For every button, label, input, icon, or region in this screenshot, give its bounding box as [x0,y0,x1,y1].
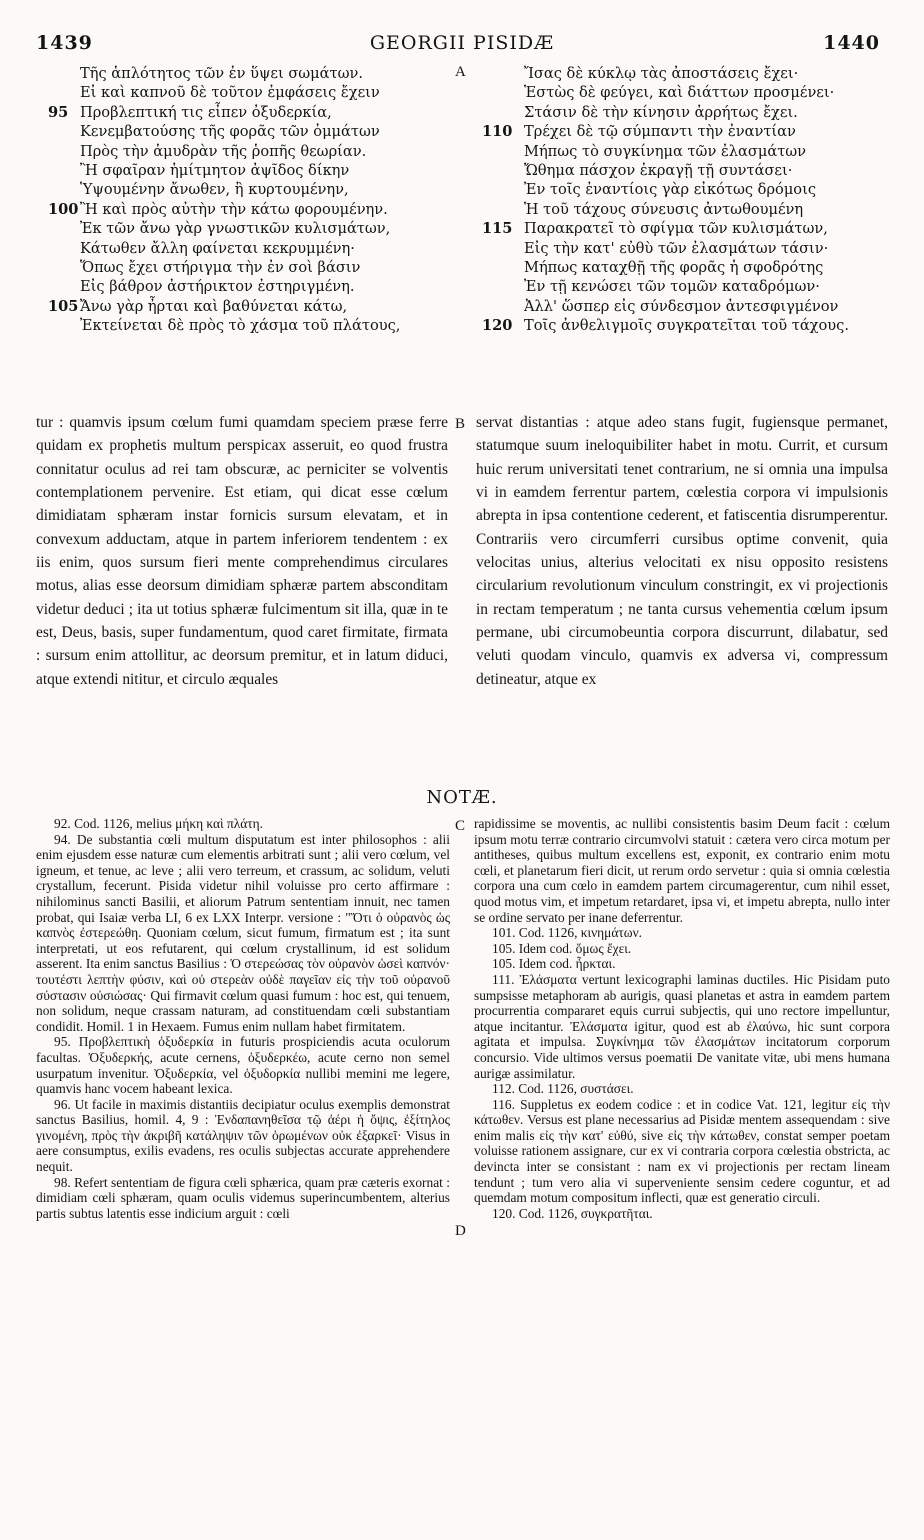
verse-number: 120 [482,317,513,335]
verse-line [482,219,904,238]
verse-number: 95 [48,103,69,121]
verse-text: Ἄνω γὰρ ἦρται καὶ βαθύνεται κάτω, [80,297,348,315]
note-paragraph: 105. Idem cod. ἦρκται. [492,956,616,972]
verse-text: Ἢ σφαῖραν ἡμίτμητον ἀψῖδος δίκην [80,161,350,179]
note-paragraph: 94. De substantia cœli multum disputatum est inter philosophos : alii enim ejusdem esse naturæ cum elementis arbitrati sunt ; alii vero cœlum, vel igneum, et tenue, ac leve ; alii vero terreum, et crassum, ac solidum, veluti crystallum, fecerunt. Pisida videtur nihil voluisse pro certo affirmare : nihilominus sancti Basilii, et aliorum Patrum sententiam innuit, nec tamen probat, qui Isaiæ verba LI, 6 ex LXX Interpr. versione : "Ὅτι ὁ οὐρανὸς ὡς καπνὸς ἐστερεώθη. Quoniam cœlum, sicut fumum, firmatum est ; ita sunt interpretati, ut eos refutarent, qui cœlum crystallinum, id est solidum asserent. Ita enim sanctus Basilius : Ὁ στερεώσας τὸν οὐρανὸν ὡσεὶ καπνόν· τουτέστι λεπτὴν φύσιν, καὶ οὐ στερεὰν οὐδὲ παγεῖαν εἰς τὴν τοῦ οὐρανοῦ σύστασιν οὐσιώσας· Qui firmavit cœlum quasi fumum : hoc est, qui tenuem, non solidum, neque crassam naturam, ad constituendam cœli substantiam condidit. Homil. 1 in Hexaem. Fumus enim nullam habet firmitatem. [36,831,450,1034]
verse-text: Ἑστὼς δὲ φεύγει, καὶ διάττων προσμένει· [524,84,835,102]
verse-text: Τρέχει δὲ τῷ σύμπαντι τὴν ἐναντίαν [524,123,796,141]
verse-line [524,258,904,277]
verse-text: Ἐν τῇ κενώσει τῶν τομῶν καταδρόμων· [524,278,820,296]
verse-text: Ὤθημα πάσχον ἐκραγῇ τῇ συντάσει· [524,161,793,179]
note-paragraph: 96. Ut facile in maximis distantiis decipiatur oculus exemplis demonstrat sanctus Basilius, homil. 4, 9 : Ἐνδαπανηθεῖσα τῷ ἀέρι ἡ ὄψις, ἐξίτηλος γινομένη, πρὸς τὴν ἀκριβῆ κατάληψιν τῶν ὁρωμένων οὐκ ἐξαρκεῖ· Visus in aere consumptus, exilis evadens, res oculis subjectas accurate apprehendere nequit. [36,1096,450,1175]
verse-line [80,180,460,199]
note-paragraph: rapidissime se moventis, ac nullibi consistentis basim Deum facit : cœlum ipsum motu terræ contrario circumvolvi statuit : cætera vero circa motum per antitheses, quibus multum excellens est, exponit, ex contrario enim motu cœli, et planetarum fieri dicit, ut rerum ordo servetur : quia si omnia cœlestia corpora una cum cœlo in eamdem partem circumagerentur, cum nihil esset, quod motus vim, et impetum retardaret, ipsa vi, et impetu abrepta, nullo inter se ordine servato per inane deferrentur. [474,816,890,925]
verse-text: Κενεμβατούσης τῆς φορᾶς τῶν ὀμμάτων [80,123,380,141]
verse-text: Παρακρατεῖ τὸ σφίγμα τῶν κυλισμάτων, [524,220,828,238]
note-paragraph: 105. Idem cod. ὅμως ἔχει. [492,940,632,956]
verse-text: Ὑψουμένην ἄνωθεν, ἢ κυρτουμένην, [80,181,349,199]
verse-line [524,161,904,180]
notes-right-column [474,816,890,1221]
verse-text: Τοῖς ἀνθελιγμοῖς συγκρατεῖται τοῦ τάχους. [524,317,849,335]
verse-line [80,219,460,238]
margin-letter-c: C [455,818,466,834]
verse-text: Μήπως καταχθῇ τῆς φορᾶς ἡ σφοδρότης [524,258,824,276]
verse-line [80,122,460,141]
verse-text: Ἐκ τῶν ἄνω γὰρ γνωστικῶν κυλισμάτων, [80,220,391,238]
verse-line [80,142,460,161]
note-paragraph: 111. Ἐλάσματα vertunt lexicographi laminas ductiles. Hic Pisidam puto sumpsisse metaphoram ab aurigis, quasi planetas et astra in eamdem partem procurrentia compararet equis currui subjectis, qui uno rectore impelluntur, atque incitantur. Ἐλάσματα igitur, quod est ab ἐλαύνω, hic sunt corpora agitata et impulsa. Συγκίνημα τῶν ἐλασμάτων incitatorum corporum concursio. Vide ultimos versus poematii De vanitate vitæ, ubi mens humana aurigæ assimilatur. [474,971,890,1081]
verse-number: 115 [482,220,513,238]
note-paragraph: 120. Cod. 1126, συγκρατῆται. [492,1205,653,1221]
verse-line [80,161,460,180]
note-paragraph: 112. Cod. 1126, συστάσει. [492,1081,634,1097]
page-number-right: 1440 [823,32,880,54]
verse-text: Πρὸς τὴν ἀμυδρὰν τῆς ῥοπῆς θεωρίαν. [80,142,367,160]
verse-line [48,103,460,122]
verse-line [482,316,904,335]
page-number-left: 1439 [36,32,93,54]
greek-verse-right [482,64,904,335]
verse-text: Εἰ καὶ καπνοῦ δὲ τοῦτον ἐμφάσεις ἔχειν [80,84,380,102]
note-paragraph: 95. Προβλεπτικὴ ὀξυδερκία in futuris prospiciendis acuta oculorum facultas. Ὀξυδερκής, acute cernens, ὀξυδερκέω, acute cerno non semel usurpatum invenitur. Ὀξυδερκία, vel ὀξυδορκία nullibi memini me legere, quamvis hanc vocem habeant lexica. [36,1034,450,1097]
verse-text: Τῆς ἁπλότητος τῶν ἐν ὕψει σωμάτων. [80,65,364,82]
verse-text: Προβλεπτική τις εἶπεν ὀξυδερκία, [80,103,332,121]
verse-line [524,239,904,258]
verse-line [524,277,904,296]
verse-line [524,103,904,122]
verse-text: Ἐκτείνεται δὲ πρὸς τὸ χάσμα τοῦ πλάτους, [80,317,401,335]
verse-line [48,200,460,219]
latin-translation-left: tur : quamvis ipsum cœlum fumi quamdam speciem præse ferre quidam ex prophetis multum perspicax asseruit, eo quod frustra connitatur oculus ad rei tam obscuræ, ac perniciter se volventis contemplationem pervenire. Est etiam, qui dicat esse cœlum dimidiatam sphæram instar fornicis sursum elevatam, et in convexum adductam, atque in partem inferiorem tendentem : ex iis enim, quos sursum fieri mente comprehendimus circulares motus, alias esse deorsum dimidiam sphæræ partem absconditam videtur deduci ; ita ut totius sphæræ fulcimentum sit illa, quæ in te est, Deus, basis, super fundamentum, quod caret firmitate, firmata : sursum enim attollitur, ac deorsum premitur, et in latum diduci, atque extendi nititur, et circulo æquales [36,414,448,688]
verse-line [524,83,904,102]
verse-number: 105 [48,297,79,315]
margin-letter-b: B [455,416,466,432]
note-paragraph: 101. Cod. 1126, κινημάτων. [492,925,642,941]
margin-letter-a: A [455,64,466,80]
verse-line [80,83,460,102]
verse-text: Εἰς τὴν κατ' εὐθὺ τῶν ἐλασμάτων τάσιν· [524,239,829,257]
verse-text: Ὅπως ἔχει στήριγμα τὴν ἐν σοὶ βάσιν [80,258,361,276]
verse-number: 110 [482,123,513,141]
running-title: GEORGII PISIDÆ [369,32,555,54]
verse-number: 100 [48,200,79,218]
verse-text: Ἐν τοῖς ἐναντίοις γὰρ εἰκότως δρόμοις [524,181,816,199]
verse-line [524,64,904,83]
verse-line [524,297,904,316]
verse-text: Ἡ τοῦ τάχους σύνευσις ἀντωθουμένη [524,200,804,218]
note-paragraph: 116. Suppletus ex eodem codice : et in codice Vat. 121, legitur εἰς τὴν κάτωθεν. Versus est plane necessarius ad Pisidæ mentem assequendam : sive enim malis εἰς τὴν κατ' εὐθύ, sive εἰς τὴν κάτωθεν, constat semper poetam voluisse rationem assignare, cur ex vi contraria corpora cœlestia obstricta, ac devincta inter se consistant : nam ex vi projectionis per rectam lineam tendunt ; tum vero alia vi superveniente sensim cedere coguntur, et ad quemdam motum compositum inflecti, quæ est generatio circuli. [474,1096,890,1206]
verse-line [80,239,460,258]
notes-left-column [36,816,450,1221]
notes-title: NOTÆ. [426,787,498,808]
verse-line [80,258,460,277]
verse-line [48,297,460,316]
verse-line [80,316,460,335]
verse-text: Εἰς βάθρον ἀστήρικτον ἐστηριγμένη. [80,278,355,296]
verse-text: Ἢ καὶ πρὸς αὐτὴν τὴν κάτω φορουμένην. [80,200,388,218]
verse-line [524,180,904,199]
note-paragraph: 98. Refert sententiam de figura cœli sphærica, quam præ cæteris exornat : dimidiam cœli sphæram, quam oculis videmus superincumbentem, alterius partis subtus latentis esse indicium arguit : cœli [36,1174,450,1221]
greek-verse-left [48,64,460,335]
verse-line [524,200,904,219]
verse-line [80,64,460,83]
verse-line [80,277,460,296]
verse-text: Μήπως τὸ συγκίνημα τῶν ἐλασμάτων [524,142,807,160]
verse-line [524,142,904,161]
verse-text: Στάσιν δὲ τὴν κίνησιν ἀρρήτως ἔχει. [524,103,798,121]
note-paragraph: 92. Cod. 1126, melius μήκη καὶ πλάτη. [54,816,264,831]
verse-line [482,122,904,141]
margin-letter-d: D [455,1223,466,1239]
latin-translation-right: servat distantias : atque adeo stans fugit, fugiensque permanet, statumque suum ineloquibiliter habet in motu. Currit, et cursum huic rerum universitati tenet contrarium, ne si omnia una impulsa vi in eamdem ferrentur partem, cœlestia corpora vi impulsionis abrepta in ipsa contentione cederent, et fatiscentia disrumperentur. Contrariis vero circumferri cursibus optime convenit, quia velocitas unius, alterius velocitati ex nisu opposito resistens circularium revolutionum vinculum constringit, ex vi projectionis in rectam temperatum ; ne tanta cursus vehementia cœlum ipsum permane, ubi circumobeuntia corpora discurrunt, dilabatur, sed veluti quodam vinculo, quamvis ex adversa vi, compressum detineatur, atque ex [476,414,888,688]
verse-text: Ἴσας δὲ κύκλῳ τὰς ἀποστάσεις ἔχει· [524,65,799,82]
verse-text: Κάτωθεν ἄλλη φαίνεται κεκρυμμένη· [80,239,355,257]
verse-text: Ἀλλ' ὥσπερ εἰς σύνδεσμον ἀντεσφιγμένον [524,297,839,315]
